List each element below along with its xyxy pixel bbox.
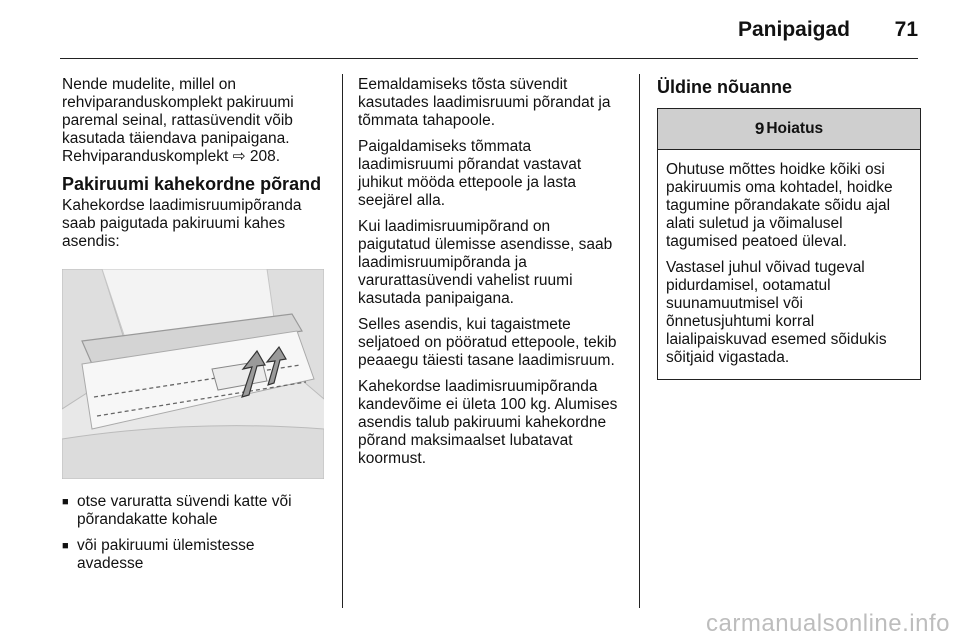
column-divider-right [639,74,640,608]
warning-box [657,108,921,380]
tire-kit-reference[interactable] [62,148,280,165]
section-heading: Üldine nõuanne [657,77,792,97]
warning-triangle-icon: 9 [754,119,765,138]
section-lead: Kahekordse laadimisruumipõranda saab paigutada pakiruumi kahes asendis: [62,197,302,250]
warning-title: Hoiatus [766,120,824,137]
warning-paragraph: Ohutuse mõttes hoidke kõiki osi pakiruumis oma kohtadel, hoidke tagumine põrandakate sõidu ajal alati suletud ja võimalusel tagumised peatoed üleval. [666,161,893,250]
intro-text: Nende mudelite, millel on rehviparanduskomplekt pakiruumi paremal seinal, rattasüvendit võib kasutada täiendava panipaigana. [62,76,294,147]
reference-text: Rehviparanduskomplekt [62,148,233,165]
section-heading: Pakiruumi kahekordne põrand [62,174,322,194]
page-ref-arrow-icon: ⇨ [232,148,246,165]
paragraph: Selles asendis, kui tagaistmete seljatoed on pööratud ettepoole, tekib peaaegu täiesti tasane laadimisruum. [358,316,617,369]
list-item-text: otse varuratta süvendi katte või põrandakatte kohale [77,493,292,528]
warning-header [658,109,920,150]
paragraph: Kahekordse laadimisruumipõranda kandevõime ei ületa 100 kg. Alumises asendis talub pakiruumi kahekordne põrand maksimaalset lubatavat koormust. [358,378,618,467]
header-title: Panipaigad [737,18,850,41]
list-item-text: või pakiruumi ülemistesse avadesse [77,537,255,572]
warning-paragraph: Vastasel juhul võivad tugeval pidurdamisel, ootamatul suunamuutmisel või õnnetusjuhtumi korral laialipaiskuvad esemed sõidukis sõitjaid vigastada. [666,259,887,366]
cargo-floor-illustration [62,269,324,479]
list-item [62,493,332,529]
reference-page: 208. [245,148,281,165]
column-2 [358,76,628,476]
cargo-floor-drawing [62,269,324,479]
bullet-square-icon: ■ [62,496,69,508]
floor-position-list [62,493,332,573]
column-1 [62,76,332,581]
watermark: carmanualsonline.info [706,610,950,637]
paragraph: Eemaldamiseks tõsta süvendit kasutades laadimisruumi põrandat ja tõmmata tahapoole. [358,76,611,129]
column-3 [657,76,921,380]
header-rule [60,58,918,59]
bullet-square-icon: ■ [62,540,69,552]
paragraph: Kui laadimisruumipõrand on paigutatud ülemisse asendisse, saab laadimisruumipõranda ja varurattasüvendi vahelist ruumi kasutada panipaigana. [358,218,613,307]
column-divider-left [342,74,343,608]
page-number: 71 [894,18,918,41]
paragraph: Paigaldamiseks tõmmata laadimisruumi põrandat vastavat juhikut mööda ettepoole ja lasta seejärel alla. [358,138,582,209]
warning-body [658,150,920,379]
list-item [62,537,332,573]
intro-paragraph [62,76,332,166]
